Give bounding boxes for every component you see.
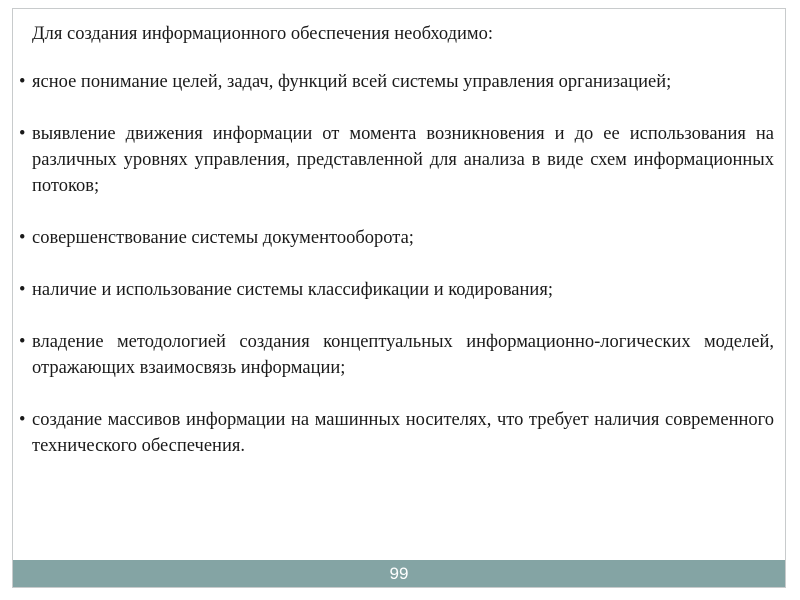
list-item [19,69,774,95]
bullet-icon: • [19,124,26,144]
bullet-icon: • [19,332,26,352]
bullet-icon: • [19,72,26,92]
bullet-icon: • [19,410,26,430]
list-item-text: выявление движения информации от момента возникновения и до ее использования на различных уровнях управления, представленной для анализа в виде схем информационных потоков; [32,124,774,196]
requirements-list [19,69,774,459]
list-item [19,225,774,251]
list-item-text: наличие и использование системы классификации и кодирования; [32,280,553,300]
bullet-icon: • [19,280,26,300]
intro-text: Для создания информационного обеспечения необходимо: [32,24,494,44]
slide-content [19,21,774,485]
list-item-text: владение методологией создания концептуальных информационно-логических моделей, отражающих взаимосвязь информации; [32,332,774,378]
list-item [19,121,774,199]
list-item-text: ясное понимание целей, задач, функций всей системы управления организацией; [32,72,672,92]
list-item [19,407,774,459]
list-item [19,329,774,381]
footer-bar [13,560,785,587]
list-item [19,277,774,303]
bullet-icon: • [19,228,26,248]
page-number: 99 [389,564,409,583]
list-item-text: совершенствование системы документооборота; [32,228,414,248]
list-item-text: создание массивов информации на машинных носителях, что требует наличия современного технического обеспечения. [32,410,774,456]
